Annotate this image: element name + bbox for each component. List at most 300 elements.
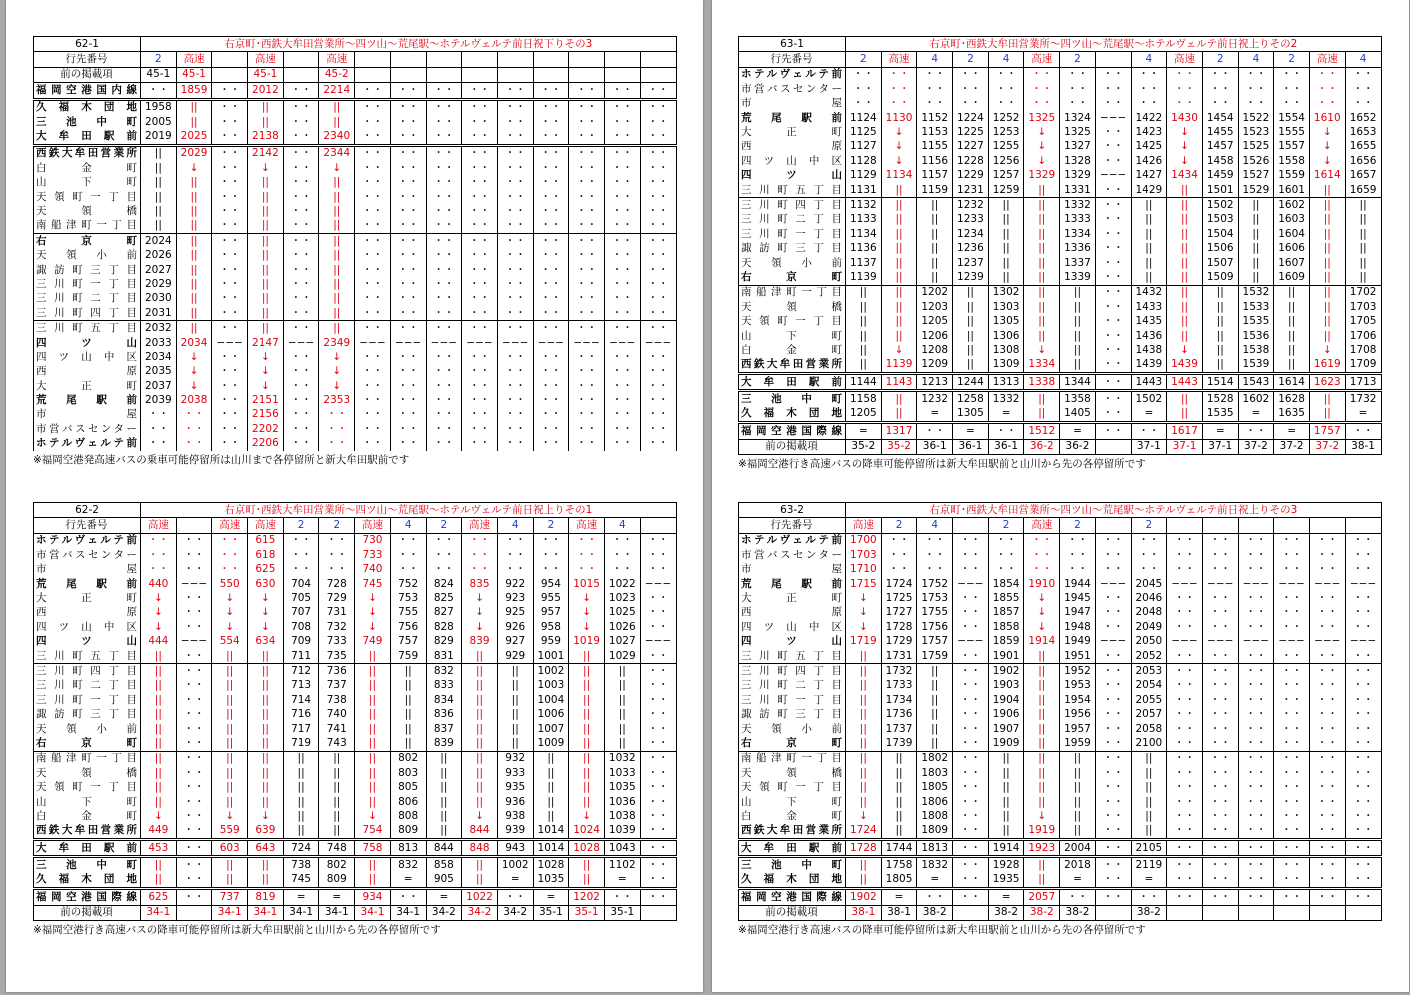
time-cell: 2033	[141, 336, 177, 350]
time-cell: ・・	[462, 563, 498, 577]
time-cell: ||	[497, 679, 533, 693]
time-cell: ||	[1024, 707, 1060, 721]
time-cell: ・・	[355, 408, 391, 422]
time-cell: ・・	[390, 234, 426, 249]
time-cell: ・・	[1095, 751, 1131, 766]
time-cell: ↓	[141, 606, 177, 620]
time-cell: ||	[1309, 227, 1345, 241]
time-cell: 832	[390, 857, 426, 873]
time-cell: 1953	[1060, 679, 1096, 693]
time-cell: =	[1274, 423, 1310, 439]
table-row	[739, 169, 1382, 183]
time-cell: ・・	[533, 422, 569, 436]
stop-name: 大牟田駅前	[34, 129, 141, 145]
time-cell: 832	[426, 664, 462, 679]
time-cell: ||	[569, 751, 605, 766]
time-cell: ||	[881, 314, 917, 328]
time-cell: ||	[248, 766, 284, 780]
time-cell: 1213	[917, 373, 953, 390]
time-cell: ||	[319, 306, 355, 321]
time-cell: ||	[355, 693, 391, 707]
table-row	[739, 635, 1382, 649]
time-cell: ・・	[462, 145, 498, 161]
time-cell: ||	[212, 780, 248, 794]
time-cell: 1015	[569, 577, 605, 591]
route-number: 4	[988, 52, 1024, 67]
route-number	[1345, 518, 1381, 533]
stop-name: 市営バスセンター	[739, 82, 846, 96]
time-cell: ・・	[1309, 751, 1345, 766]
time-cell: ・・	[569, 563, 605, 577]
prev-page-label: 前の掲載項	[34, 905, 141, 920]
time-cell: ・・	[953, 82, 989, 96]
time-cell: 2142	[248, 145, 284, 161]
time-cell: ||	[1309, 213, 1345, 227]
time-cell: 1859	[176, 83, 212, 99]
time-cell: ・・	[953, 780, 989, 794]
time-cell: ・・	[390, 437, 426, 451]
time-cell: ・・	[569, 234, 605, 249]
time-cell: ||	[881, 183, 917, 198]
time-cell: ・・	[355, 129, 391, 145]
time-cell: ||	[846, 736, 882, 751]
stop-name: 三川町一丁目	[34, 277, 141, 291]
time-cell: ・・	[283, 408, 319, 422]
time-cell: ・・	[604, 422, 640, 436]
time-cell: ||	[846, 795, 882, 809]
time-cell: ・・	[569, 83, 605, 99]
route-number	[1167, 518, 1203, 533]
time-cell: ||	[1238, 256, 1274, 270]
time-cell: ||	[881, 300, 917, 314]
time-cell: 713	[283, 679, 319, 693]
time-cell: ・・	[426, 234, 462, 249]
time-cell: 929	[497, 649, 533, 664]
stop-name: 荒尾駅前	[739, 577, 846, 591]
time-cell: 1903	[988, 679, 1024, 693]
time-cell: ・・	[1309, 563, 1345, 577]
time-cell: =	[426, 889, 462, 905]
time-cell: 1209	[917, 358, 953, 374]
stop-name: 天領小前	[739, 256, 846, 270]
time-cell: ・・	[497, 533, 533, 548]
time-cell: ||	[1131, 809, 1167, 823]
time-cell: ・・	[1345, 67, 1381, 82]
time-cell: 1004	[533, 693, 569, 707]
time-cell: ・・	[1095, 256, 1131, 270]
time-cell: ・・	[176, 839, 212, 856]
time-cell: ||	[846, 766, 882, 780]
time-cell: ||	[1024, 751, 1060, 766]
time-cell: ||	[1131, 213, 1167, 227]
time-cell: ・・	[1167, 795, 1203, 809]
time-cell: ||	[355, 679, 391, 693]
time-cell: 749	[355, 635, 391, 649]
time-cell: 1303	[988, 300, 1024, 314]
time-cell: ・・	[283, 422, 319, 436]
time-cell: 2105	[1131, 839, 1167, 856]
time-cell: ||	[176, 263, 212, 277]
time-cell: ・・	[426, 161, 462, 175]
stop-name: 三池中町	[34, 857, 141, 873]
time-cell: 1808	[917, 809, 953, 823]
time-cell: ・・	[176, 591, 212, 605]
time-cell: 858	[426, 857, 462, 873]
time-cell: ||	[248, 736, 284, 751]
time-cell: ・・	[1309, 67, 1345, 82]
table-row	[739, 329, 1382, 343]
time-cell: ||	[141, 722, 177, 736]
time-cell: ・・	[640, 751, 676, 766]
table-title: 右京町･西鉄大牟田営業所～四ツ山～荒尾駅～ホテルヴェルテ前日祝上りその1	[141, 503, 677, 518]
time-cell: ・・	[569, 176, 605, 190]
time-cell: 1928	[988, 857, 1024, 873]
time-cell: ||	[988, 213, 1024, 227]
time-cell: 2012	[248, 83, 284, 99]
stop-name: 天領小前	[739, 722, 846, 736]
time-cell: 1334	[1024, 358, 1060, 374]
time-cell: 1028	[569, 839, 605, 856]
stop-name: 大正町	[34, 379, 141, 393]
time-cell: ||	[604, 693, 640, 707]
time-cell: ・・	[390, 161, 426, 175]
time-cell: ・・	[355, 248, 391, 262]
prev-page-ref: 36-2	[1060, 439, 1096, 454]
time-cell: 714	[283, 693, 319, 707]
time-cell: 1305	[953, 407, 989, 423]
route-number: 2	[319, 518, 355, 533]
time-cell: ・・	[640, 115, 676, 129]
time-cell: ・・	[355, 83, 391, 99]
table-row	[34, 393, 677, 407]
time-cell: ||	[462, 873, 498, 889]
time-cell: 2005	[141, 115, 177, 129]
time-cell: ||	[917, 241, 953, 255]
time-cell: 1954	[1060, 693, 1096, 707]
time-cell: ||	[1202, 285, 1238, 300]
time-cell: ・・	[462, 350, 498, 364]
time-cell: ・・	[1202, 795, 1238, 809]
route-number: 2	[953, 52, 989, 67]
table-row	[34, 306, 677, 321]
time-cell: ||	[1131, 270, 1167, 285]
time-cell: ||	[497, 664, 533, 679]
prev-page-ref: 38-2	[1060, 905, 1096, 920]
table-row	[34, 219, 677, 234]
prev-page-ref: 34-1	[141, 905, 177, 920]
time-cell: ||	[881, 285, 917, 300]
time-cell: ||	[1202, 358, 1238, 374]
time-cell: 1124	[846, 111, 882, 125]
time-cell: 1757	[917, 635, 953, 649]
time-cell: ||	[462, 679, 498, 693]
stop-name: 南船津町一丁目	[34, 219, 141, 234]
time-cell: ・・	[390, 533, 426, 548]
time-cell: ・・	[640, 99, 676, 115]
time-cell: ・・	[1238, 795, 1274, 809]
time-cell: ・・	[212, 176, 248, 190]
time-cell: ・・	[355, 393, 391, 407]
time-cell: ・・	[1167, 591, 1203, 605]
time-cell: ||	[881, 256, 917, 270]
time-cell: 1713	[1345, 373, 1381, 390]
time-cell: ||	[881, 391, 917, 407]
time-cell: ・・	[355, 437, 391, 451]
time-cell: ||	[604, 736, 640, 751]
table-row	[34, 248, 677, 262]
time-cell: 1609	[1274, 270, 1310, 285]
time-cell: =	[988, 889, 1024, 905]
time-cell: 1024	[569, 824, 605, 840]
time-cell: ・・	[1131, 423, 1167, 439]
time-cell: ↓	[569, 606, 605, 620]
time-cell: ・・	[953, 67, 989, 82]
time-cell: ・・	[604, 263, 640, 277]
time-cell: ・・	[212, 145, 248, 161]
time-cell: ・・	[497, 219, 533, 234]
time-cell: ・・	[1167, 873, 1203, 889]
time-cell: ・・	[640, 365, 676, 379]
time-cell: =	[497, 873, 533, 889]
time-cell: ||	[176, 321, 212, 336]
time-cell: ・・	[283, 277, 319, 291]
time-cell: ・・	[176, 889, 212, 905]
time-cell: ・・	[212, 563, 248, 577]
time-cell: ・・	[1167, 533, 1203, 548]
time-cell: ・・	[1131, 97, 1167, 111]
stop-name: 四ツ山	[739, 635, 846, 649]
time-cell: ||	[569, 707, 605, 721]
prev-page-ref: 34-1	[248, 905, 284, 920]
time-cell: ||	[1167, 256, 1203, 270]
time-cell: 2038	[176, 393, 212, 407]
time-cell: ・・	[426, 563, 462, 577]
time-cell: −−−	[497, 336, 533, 350]
stop-name: 三川町四丁目	[34, 664, 141, 679]
time-cell: ↓	[1309, 140, 1345, 154]
time-cell: ・・	[141, 563, 177, 577]
time-cell: ・・	[176, 408, 212, 422]
time-cell: 959	[533, 635, 569, 649]
time-cell: 711	[283, 649, 319, 664]
time-cell: ・・	[533, 83, 569, 99]
stop-name: 市営バスセンター	[34, 548, 141, 562]
time-cell: 1405	[1060, 407, 1096, 423]
time-cell: ||	[1345, 227, 1381, 241]
time-cell: 1227	[953, 140, 989, 154]
route-number	[1274, 518, 1310, 533]
stop-name: 右京町	[739, 270, 846, 285]
time-cell: ||	[319, 824, 355, 840]
time-cell: 1755	[917, 606, 953, 620]
time-cell: ||	[1024, 391, 1060, 407]
prev-page-ref: 45-1	[176, 67, 212, 82]
table-row	[739, 154, 1382, 168]
time-cell: ↓	[846, 809, 882, 823]
time-cell: 1152	[917, 111, 953, 125]
time-cell: 615	[248, 533, 284, 548]
time-cell: 736	[319, 664, 355, 679]
time-cell: ・・	[176, 809, 212, 823]
time-cell: 1535	[1238, 314, 1274, 328]
time-cell: ||	[953, 314, 989, 328]
route-number: 2	[426, 518, 462, 533]
stop-name: 市営バスセンター	[739, 548, 846, 562]
time-cell: ・・	[1095, 736, 1131, 751]
time-cell: 2138	[248, 129, 284, 145]
time-cell: 643	[248, 839, 284, 856]
time-cell: 1628	[1274, 391, 1310, 407]
time-cell: ||	[917, 256, 953, 270]
time-cell: ||	[141, 679, 177, 693]
time-cell: −−−	[1095, 635, 1131, 649]
time-cell: 2045	[1131, 577, 1167, 591]
time-cell: ・・	[1167, 82, 1203, 96]
time-cell: 932	[497, 751, 533, 766]
time-cell: 728	[319, 577, 355, 591]
time-cell: ・・	[533, 176, 569, 190]
time-cell: ・・	[1167, 649, 1203, 664]
stop-name: 天領小前	[34, 248, 141, 262]
table-row	[34, 161, 677, 175]
prev-page-ref: 38-1	[881, 905, 917, 920]
time-cell: ・・	[355, 321, 391, 336]
stop-name: 三川町一丁目	[34, 693, 141, 707]
time-cell: 1614	[1309, 169, 1345, 183]
time-cell: ・・	[1095, 373, 1131, 390]
time-cell: ||	[283, 824, 319, 840]
time-cell: ・・	[953, 707, 989, 721]
time-cell: ||	[1274, 314, 1310, 328]
time-cell: ・・	[953, 839, 989, 856]
stop-name: 久福木団地	[34, 99, 141, 115]
time-cell: ・・	[1202, 664, 1238, 679]
table-row	[34, 620, 677, 634]
time-cell: 2048	[1131, 606, 1167, 620]
time-cell: 1659	[1345, 183, 1381, 198]
stop-name: 大正町	[34, 591, 141, 605]
time-cell: ・・	[604, 379, 640, 393]
time-cell: 733	[319, 635, 355, 649]
time-cell: =	[1131, 873, 1167, 889]
time-cell: ||	[1024, 736, 1060, 751]
time-cell: ||	[248, 649, 284, 664]
time-cell: 1308	[988, 343, 1024, 357]
time-cell: ・・	[1309, 736, 1345, 751]
time-cell: ||	[426, 809, 462, 823]
time-cell: ||	[846, 873, 882, 889]
time-cell: ・・	[640, 204, 676, 218]
time-cell: −−−	[640, 336, 676, 350]
time-cell: ||	[846, 857, 882, 873]
time-cell: −−−	[1345, 577, 1381, 591]
time-cell: ・・	[1060, 533, 1096, 548]
time-cell: =	[1060, 873, 1096, 889]
time-cell: 1805	[917, 780, 953, 794]
time-cell: ・・	[319, 563, 355, 577]
time-cell: 731	[319, 606, 355, 620]
time-cell: ・・	[462, 176, 498, 190]
prev-page-ref: 38-2	[988, 905, 1024, 920]
time-cell: ↓	[1167, 154, 1203, 168]
route-number	[176, 518, 212, 533]
time-cell: ||	[1167, 213, 1203, 227]
time-cell: 1003	[533, 679, 569, 693]
table-row	[34, 99, 677, 115]
table-row	[34, 190, 677, 204]
timetable-grid	[738, 36, 1382, 455]
time-cell: ・・	[426, 145, 462, 161]
time-cell: ・・	[176, 857, 212, 873]
stop-name: 三川町二丁目	[34, 679, 141, 693]
time-cell: 1022	[604, 577, 640, 591]
time-cell: 1336	[1060, 241, 1096, 255]
time-cell: ||	[1274, 285, 1310, 300]
time-cell: ・・	[1345, 97, 1381, 111]
stop-name: 大牟田駅前	[739, 839, 846, 856]
time-cell: ・・	[497, 129, 533, 145]
stop-name: 市屋	[34, 563, 141, 577]
time-cell: ||	[569, 693, 605, 707]
time-cell: ・・	[1274, 649, 1310, 664]
time-cell: ↓	[355, 606, 391, 620]
time-cell: 1739	[881, 736, 917, 751]
time-cell: ||	[426, 824, 462, 840]
time-cell: 819	[248, 889, 284, 905]
prev-page-ref	[1095, 905, 1131, 920]
time-cell: 2029	[141, 277, 177, 291]
time-cell: ・・	[212, 533, 248, 548]
time-cell: ・・	[640, 83, 676, 99]
time-cell: ・・	[1095, 591, 1131, 605]
time-cell: ・・	[533, 533, 569, 548]
time-cell: ||	[141, 736, 177, 751]
prev-page-ref: 37-1	[1131, 439, 1167, 454]
time-cell: 1725	[881, 591, 917, 605]
time-cell: 1231	[953, 183, 989, 198]
time-cell: ・・	[212, 408, 248, 422]
time-cell: −−−	[604, 336, 640, 350]
time-cell: ・・	[1238, 82, 1274, 96]
time-cell: ・・	[462, 83, 498, 99]
time-cell: ・・	[569, 393, 605, 407]
prev-page-ref: 36-1	[988, 439, 1024, 454]
time-cell: ・・	[1345, 839, 1381, 856]
time-cell: ・・	[953, 722, 989, 736]
time-cell: ・・	[533, 408, 569, 422]
time-cell: 738	[319, 693, 355, 707]
time-cell: 755	[390, 606, 426, 620]
time-cell: ・・	[390, 321, 426, 336]
time-cell: ・・	[176, 693, 212, 707]
time-cell: ・・	[426, 548, 462, 562]
prev-page-ref	[1095, 439, 1131, 454]
time-cell: ・・	[640, 707, 676, 721]
table-row	[34, 263, 677, 277]
time-cell: ||	[141, 649, 177, 664]
time-cell: 2046	[1131, 591, 1167, 605]
time-cell: ・・	[1095, 873, 1131, 889]
time-cell: ・・	[1238, 766, 1274, 780]
time-cell: ・・	[426, 129, 462, 145]
time-cell: 1910	[1024, 577, 1060, 591]
time-cell: 1043	[604, 839, 640, 856]
table-row	[739, 407, 1382, 423]
time-cell: ・・	[533, 437, 569, 451]
time-cell: 1438	[1131, 343, 1167, 357]
time-cell: ↓	[212, 591, 248, 605]
time-cell: ・・	[212, 422, 248, 436]
